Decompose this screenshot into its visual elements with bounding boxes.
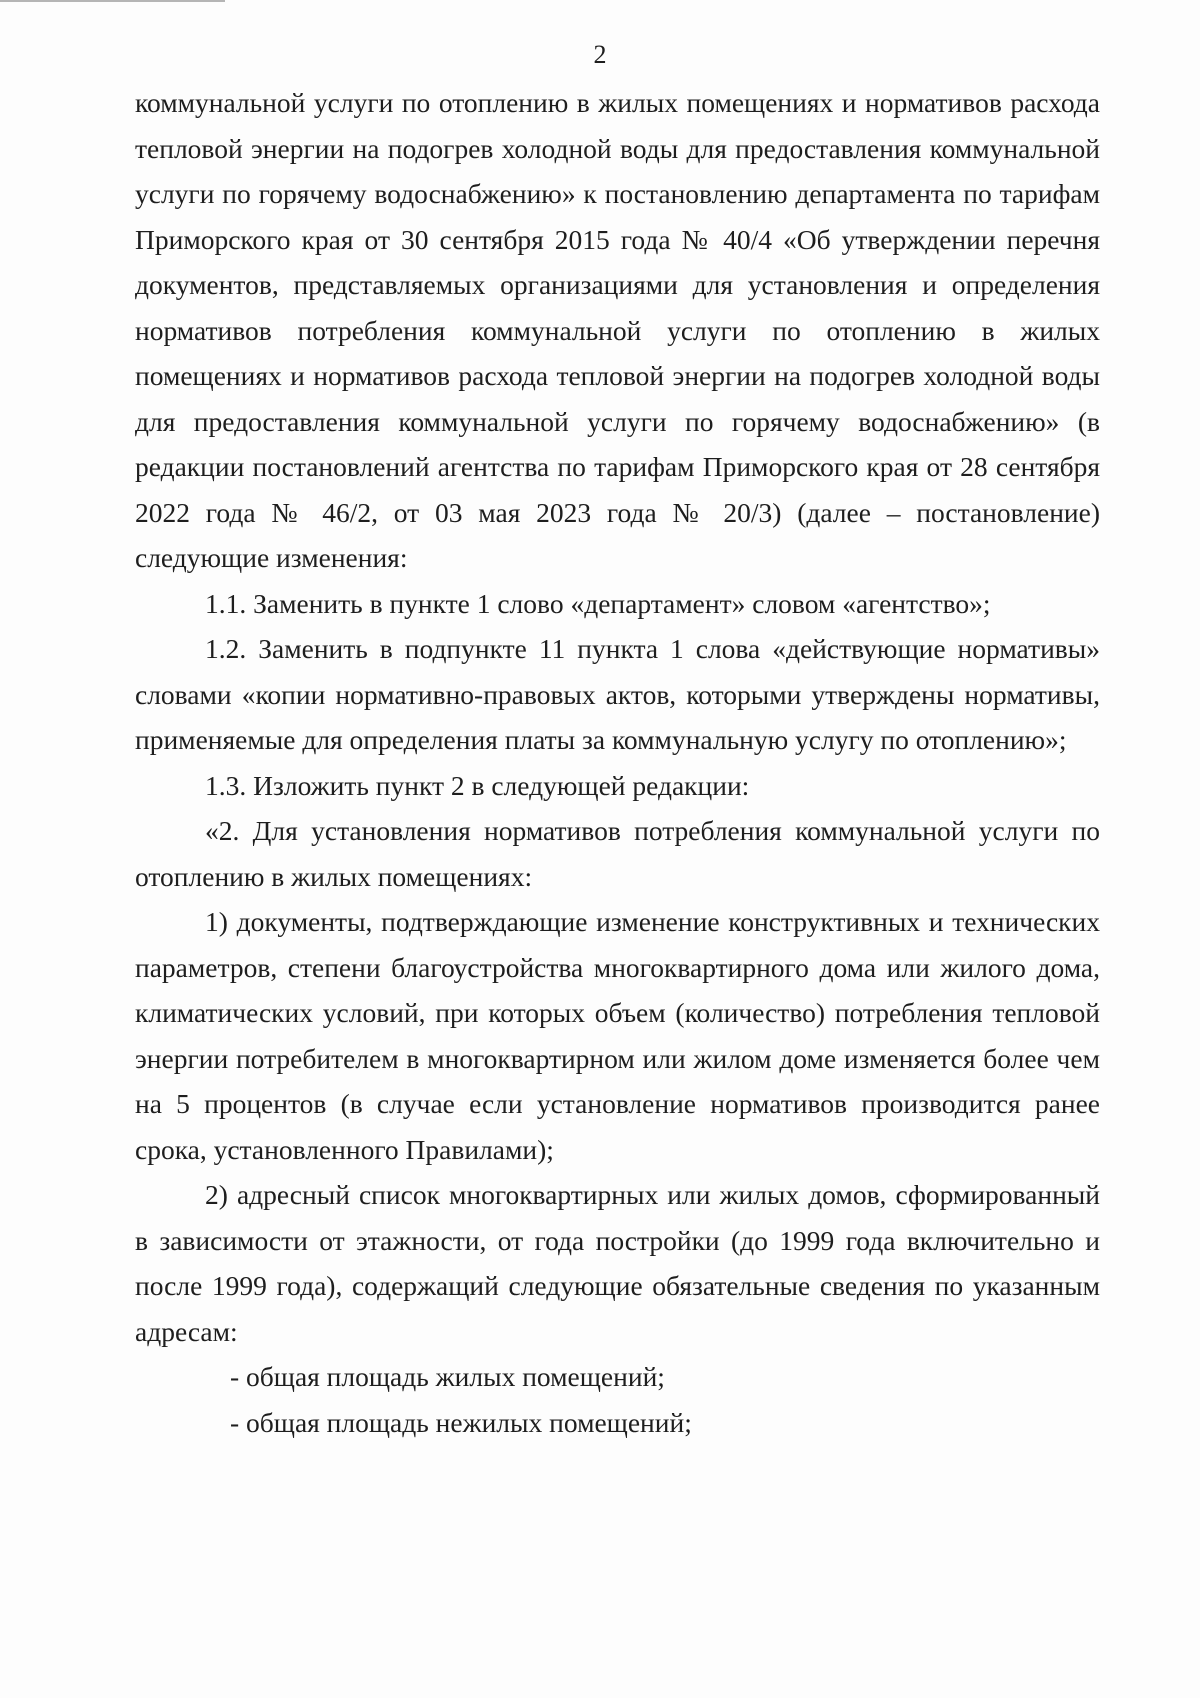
- page-number: 2: [593, 40, 607, 69]
- paragraph-item-1-3: 1.3. Изложить пункт 2 в следующей редакции:: [205, 769, 750, 801]
- paragraph-subpoint-1: 1) документы, подтверждающие изменение конструктивных и технических параметров, степени благоустройства многоквартирного дома или жилого дома, климатических условий, при которых объем (количество) потребления тепловой энергии потребителем в многоквартирном или жилом доме изменяется более чем на 5 процентов (в случае если установление нормативов производится ранее срока, установленного Правилами);: [135, 906, 1100, 1165]
- paragraph-point-2: «2. Для установления нормативов потребления коммунальной услуги по отоплению в жилых помещениях:: [135, 815, 1100, 892]
- paragraph-item-1-2: 1.2. Заменить в подпункте 11 пункта 1 слова «действующие нормативы» словами «копии нормативно-правовых актов, которыми утверждены нормативы, применяемые для определения платы за коммунальную услугу по отоплению»;: [135, 633, 1100, 755]
- document-body: [135, 80, 1100, 1445]
- paragraph-intro: коммунальной услуги по отоплению в жилых помещениях и нормативов расхода тепловой энергии на подогрев холодной воды для предоставления коммунальной услуги по горячему водоснабжению» к постановлению департамента по тарифам Приморского края от 30 сентября 2015 года № 40/4 «Об утверждении перечня документов, представляемых организациями для установления и определения нормативов потребления коммунальной услуги по отоплению в жилых помещениях и нормативов расхода тепловой энергии на подогрев холодной воды для предоставления коммунальной услуги по горячему водоснабжению» (в редакции постановлений агентства по тарифам Приморского края от 28 сентября 2022 года № 46/2, от 03 мая 2023 года № 20/3) (далее – постановление) следующие изменения:: [135, 87, 1100, 573]
- list-item-living-area: - общая площадь жилых помещений;: [230, 1361, 665, 1392]
- scan-edge-line: [0, 0, 225, 2]
- list-item-nonliving-area: - общая площадь нежилых помещений;: [230, 1406, 692, 1438]
- paragraph-subpoint-2: 2) адресный список многоквартирных или жилых домов, сформированный в зависимости от этажности, от года постройки (до 1999 года включительно и после 1999 года), содержащий следующие обязательные сведения по указанным адресам:: [135, 1179, 1100, 1347]
- paragraph-item-1-1: 1.1. Заменить в пункте 1 слово «департамент» словом «агентство»;: [205, 587, 991, 619]
